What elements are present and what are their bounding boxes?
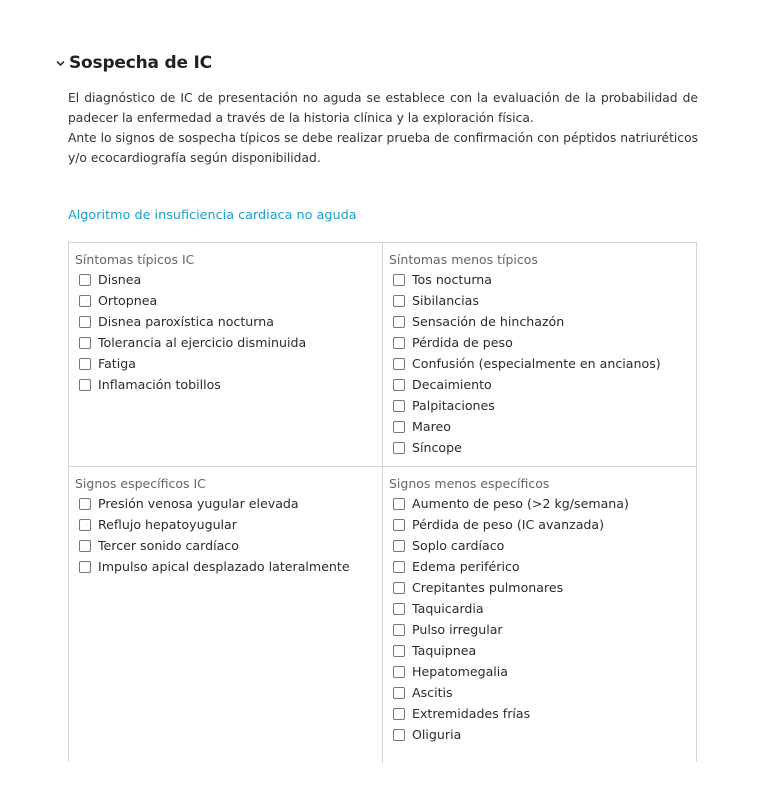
checkbox-label: Presión venosa yugular elevada xyxy=(98,496,299,511)
checkbox-option[interactable] xyxy=(389,269,696,290)
checkbox[interactable] xyxy=(393,498,405,510)
chevron-down-icon[interactable] xyxy=(54,57,67,70)
checkbox[interactable] xyxy=(393,274,405,286)
checkbox[interactable] xyxy=(393,442,405,454)
checkbox-label: Palpitaciones xyxy=(412,398,495,413)
group-specific-signs xyxy=(69,467,383,763)
checkbox[interactable] xyxy=(79,540,91,552)
checkbox-label: Crepitantes pulmonares xyxy=(412,580,564,595)
checkbox-option[interactable] xyxy=(389,724,696,745)
checkbox-option[interactable] xyxy=(389,311,696,332)
checkbox-label: Pérdida de peso (IC avanzada) xyxy=(412,517,605,532)
checkbox-option[interactable] xyxy=(389,353,696,374)
checkbox[interactable] xyxy=(79,379,91,391)
checkbox-label: Taquicardia xyxy=(412,601,484,616)
checkbox-option[interactable] xyxy=(389,416,696,437)
checkbox-option[interactable] xyxy=(389,395,696,416)
checkbox[interactable] xyxy=(79,519,91,531)
checkbox[interactable] xyxy=(79,295,91,307)
checkbox-label: Confusión (especialmente en ancianos) xyxy=(412,356,661,371)
checkbox-label: Tos nocturna xyxy=(412,272,493,287)
checkbox[interactable] xyxy=(393,295,405,307)
checkbox-option[interactable] xyxy=(389,640,696,661)
description-paragraph: El diagnóstico de IC de presentación no aguda se establece con la evaluación de la probabilidad de padecer la enfermedad a través de la historia clínica y la exploración física. xyxy=(68,91,698,125)
checkbox[interactable] xyxy=(393,645,405,657)
checkbox-option[interactable] xyxy=(389,661,696,682)
checkbox-option[interactable] xyxy=(389,514,696,535)
checkbox-label: Disnea paroxística nocturna xyxy=(98,314,274,329)
group-title: Signos menos específicos xyxy=(389,476,550,491)
group-title: Síntomas típicos IC xyxy=(75,252,195,267)
symptom-checklist-grid xyxy=(68,242,697,762)
checkbox-option[interactable] xyxy=(75,311,382,332)
checkbox[interactable] xyxy=(393,624,405,636)
checkbox-option[interactable] xyxy=(389,374,696,395)
checkbox[interactable] xyxy=(393,421,405,433)
checkbox-option[interactable] xyxy=(75,332,382,353)
checkbox[interactable] xyxy=(393,540,405,552)
checkbox-label: Hepatomegalia xyxy=(412,664,509,679)
checkbox-label: Sibilancias xyxy=(412,293,479,308)
checkbox-option[interactable] xyxy=(389,682,696,703)
checkbox-option[interactable] xyxy=(75,353,382,374)
group-less-typical-symptoms xyxy=(383,243,696,467)
checkbox-label: Sensación de hinchazón xyxy=(412,314,565,329)
group-title: Signos específicos IC xyxy=(75,476,206,491)
checkbox-label: Mareo xyxy=(412,419,451,434)
section-header[interactable] xyxy=(54,53,212,73)
checkbox[interactable] xyxy=(393,358,405,370)
checkbox-label: Tercer sonido cardíaco xyxy=(98,538,239,553)
checkbox-option[interactable] xyxy=(389,535,696,556)
checkbox-option[interactable] xyxy=(389,598,696,619)
group-title: Síntomas menos típicos xyxy=(389,252,538,267)
checkbox[interactable] xyxy=(79,498,91,510)
checkbox-label: Extremidades frías xyxy=(412,706,531,721)
checkbox-label: Disnea xyxy=(98,272,142,287)
checkbox-label: Ortopnea xyxy=(98,293,158,308)
section-description xyxy=(68,88,698,168)
section-title: Sospecha de IC xyxy=(69,53,212,73)
checkbox-label: Impulso apical desplazado lateralmente xyxy=(98,559,350,574)
checkbox[interactable] xyxy=(393,603,405,615)
checkbox[interactable] xyxy=(393,379,405,391)
checkbox[interactable] xyxy=(79,561,91,573)
checkbox-label: Oliguria xyxy=(412,727,462,742)
checkbox-label: Reflujo hepatoyugular xyxy=(98,517,237,532)
group-less-specific-signs xyxy=(383,467,696,763)
checkbox-label: Inflamación tobillos xyxy=(98,377,221,392)
checkbox-label: Pérdida de peso xyxy=(412,335,513,350)
checkbox[interactable] xyxy=(393,666,405,678)
checkbox[interactable] xyxy=(79,274,91,286)
checkbox[interactable] xyxy=(393,337,405,349)
checkbox-label: Síncope xyxy=(412,440,462,455)
checkbox-option[interactable] xyxy=(389,577,696,598)
checkbox[interactable] xyxy=(79,337,91,349)
checkbox[interactable] xyxy=(393,708,405,720)
checkbox-label: Taquipnea xyxy=(412,643,477,658)
checkbox[interactable] xyxy=(393,400,405,412)
checkbox-option[interactable] xyxy=(389,619,696,640)
checkbox-option[interactable] xyxy=(75,269,382,290)
checkbox-option[interactable] xyxy=(389,332,696,353)
checkbox-label: Pulso irregular xyxy=(412,622,503,637)
checkbox-option[interactable] xyxy=(75,535,382,556)
checkbox[interactable] xyxy=(79,316,91,328)
checkbox[interactable] xyxy=(79,358,91,370)
algorithm-link[interactable]: Algoritmo de insuficiencia cardiaca no aguda xyxy=(68,208,357,223)
checkbox[interactable] xyxy=(393,729,405,741)
checkbox-option[interactable] xyxy=(75,514,382,535)
checkbox-option[interactable] xyxy=(75,493,382,514)
checkbox-option[interactable] xyxy=(75,556,382,577)
checkbox-option[interactable] xyxy=(389,556,696,577)
checkbox[interactable] xyxy=(393,561,405,573)
checkbox-label: Ascitis xyxy=(412,685,453,700)
checkbox-label: Fatiga xyxy=(98,356,136,371)
checkbox[interactable] xyxy=(393,519,405,531)
checkbox[interactable] xyxy=(393,582,405,594)
checkbox-option[interactable] xyxy=(389,437,696,458)
checkbox-label: Aumento de peso (>2 kg/semana) xyxy=(412,496,629,511)
checkbox[interactable] xyxy=(393,687,405,699)
checkbox-option[interactable] xyxy=(389,703,696,724)
description-paragraph: Ante lo signos de sospecha típicos se debe realizar prueba de confirmación con péptidos natriuréticos y/o ecocardiografía según disponibilidad. xyxy=(68,131,698,165)
group-typical-symptoms xyxy=(69,243,383,467)
checkbox-option[interactable] xyxy=(75,374,382,395)
checkbox-label: Soplo cardíaco xyxy=(412,538,505,553)
checkbox-label: Decaimiento xyxy=(412,377,492,392)
checkbox-option[interactable] xyxy=(389,493,696,514)
checkbox[interactable] xyxy=(393,316,405,328)
checkbox-label: Edema periférico xyxy=(412,559,520,574)
checkbox-option[interactable] xyxy=(389,290,696,311)
checkbox-label: Tolerancia al ejercicio disminuida xyxy=(98,335,307,350)
checkbox-option[interactable] xyxy=(75,290,382,311)
